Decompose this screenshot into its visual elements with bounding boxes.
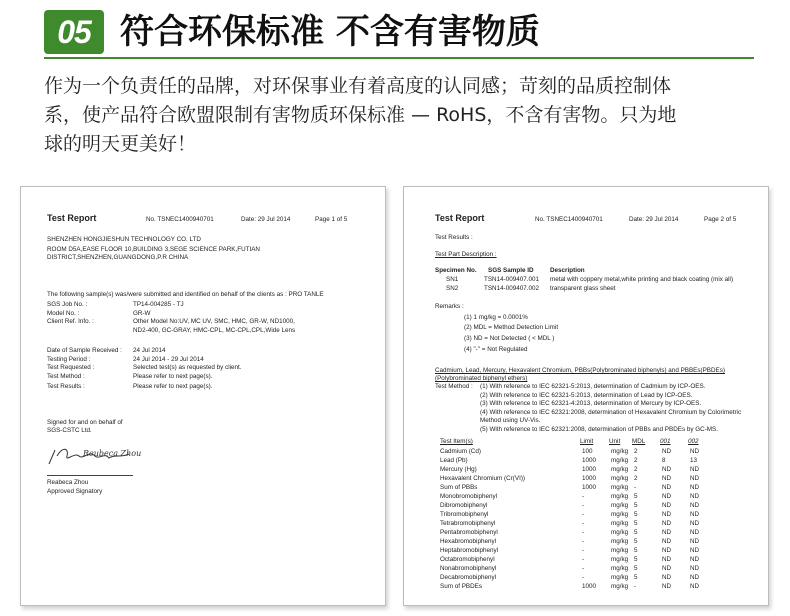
- table-row-label: Sum of PBBs: [440, 484, 478, 491]
- table-cell: mg/kg: [611, 574, 629, 581]
- table-cell: ND: [662, 475, 672, 482]
- signature-line: [47, 475, 133, 476]
- signer-name: Reabeca Zhou: [47, 479, 89, 486]
- table-cell: ND: [662, 574, 672, 581]
- table-cell: -: [582, 574, 585, 581]
- table-row-label: Octabromobiphenyl: [440, 556, 495, 563]
- remark: (3) ND = Not Detected ( < MDL ): [464, 335, 555, 342]
- spec-header: Specimen No.: [435, 267, 477, 274]
- test-results-label: Test Results :: [435, 234, 473, 241]
- table-cell: ND: [662, 466, 672, 473]
- table-cell: ND: [662, 556, 672, 563]
- table-cell: ND: [662, 511, 672, 518]
- spec-header: Description: [550, 267, 585, 274]
- part-description-label: Test Part Description :: [435, 251, 497, 258]
- header-divider: [44, 57, 754, 59]
- table-cell: mg/kg: [611, 457, 629, 464]
- section-number: 05: [57, 13, 91, 50]
- remark: (2) MDL = Method Detection Limit: [464, 324, 559, 331]
- address-line: ROOM D5A,EASE FLOOR 10,BUILDING 3,SEGE SCIENCE PARK,FUTIAN: [47, 246, 260, 253]
- method-line: (4) With reference to IEC 62321:2008, determination of Hexavalent Chromium by Colorimetric: [480, 409, 742, 416]
- spec-cell: metal with coppery metal,white printing and black coating (mix all): [550, 276, 734, 283]
- table-cell: 5: [634, 565, 638, 572]
- table-cell: ND: [662, 583, 672, 590]
- table-row-label: Mercury (Hg): [440, 466, 477, 473]
- table-cell: -: [582, 529, 585, 536]
- field-label: Test Results :: [47, 383, 85, 390]
- field-label: Client Ref. Info. :: [47, 318, 94, 325]
- table-cell: ND: [662, 502, 672, 509]
- table-cell: mg/kg: [611, 547, 629, 554]
- field-value: Please refer to next page(s).: [133, 383, 213, 390]
- field-label: Test Requested :: [47, 364, 95, 371]
- signature-text: Reubeca Zhou: [83, 449, 142, 458]
- table-cell: 2: [634, 448, 638, 455]
- table-cell: ND: [690, 448, 700, 455]
- table-cell: 1000: [582, 457, 597, 464]
- method-label: Test Method :: [435, 383, 473, 390]
- table-cell: -: [582, 547, 585, 554]
- table-row-label: Cadmium (Cd): [440, 448, 481, 455]
- table-cell: 2: [634, 457, 638, 464]
- field-label: Date of Sample Received :: [47, 347, 122, 354]
- table-cell: ND: [690, 484, 700, 491]
- table-cell: 8: [662, 457, 666, 464]
- field-value: TP14-004285 - TJ: [133, 301, 184, 308]
- table-cell: ND: [662, 493, 672, 500]
- sample-intro: The following sample(s) was/were submitted and identified on behalf of the clients as : PRO TANLE: [47, 291, 324, 298]
- table-header-cell: Test Item(s): [440, 438, 473, 445]
- report-number: No. TSNEC1400940701: [535, 216, 603, 223]
- table-cell: ND: [690, 574, 700, 581]
- table-cell: mg/kg: [611, 511, 629, 518]
- table-cell: mg/kg: [611, 493, 629, 500]
- table-cell: ND: [662, 538, 672, 545]
- table-cell: ND: [662, 547, 672, 554]
- remark: (1) 1 mg/kg = 0.0001%: [464, 314, 528, 321]
- table-cell: 5: [634, 538, 638, 545]
- method-line: (5) With reference to IEC 62321:2008, determination of PBBs and PBDEs by GC-MS.: [480, 426, 718, 433]
- table-cell: ND: [690, 556, 700, 563]
- table-cell: ND: [662, 529, 672, 536]
- table-cell: -: [582, 538, 585, 545]
- field-label: Test Method :: [47, 373, 85, 380]
- table-cell: mg/kg: [611, 466, 629, 473]
- table-header-cell: Limit: [580, 438, 594, 445]
- table-row-label: Monobromobiphenyl: [440, 493, 498, 500]
- table-header-cell: MDL: [632, 438, 646, 445]
- intro-line: 作为一个负责任的品牌，对环保事业有着高度的认同感；苛刻的品质控制体: [44, 75, 672, 97]
- table-cell: mg/kg: [611, 484, 629, 491]
- table-cell: 5: [634, 556, 638, 563]
- spec-cell: TSN14-009407.001: [484, 276, 539, 283]
- field-label: Testing Period :: [47, 356, 91, 363]
- intro-paragraph: [44, 72, 756, 159]
- report-date: Date: 29 Jul 2014: [629, 216, 679, 223]
- table-cell: mg/kg: [611, 475, 629, 482]
- table-cell: mg/kg: [611, 556, 629, 563]
- table-cell: 5: [634, 511, 638, 518]
- spec-cell: TSN14-009407.002: [484, 285, 539, 292]
- test-report-page-2: [403, 186, 769, 606]
- table-cell: -: [582, 556, 585, 563]
- table-row-label: Dibromobiphenyl: [440, 502, 488, 509]
- table-cell: -: [582, 520, 585, 527]
- table-cell: mg/kg: [611, 502, 629, 509]
- signer-title: Approved Signatory: [47, 488, 103, 495]
- table-row-label: Pentabromobiphenyl: [440, 529, 498, 536]
- table-row-label: Tetrabromobiphenyl: [440, 520, 496, 527]
- table-cell: mg/kg: [611, 583, 629, 590]
- table-cell: ND: [690, 547, 700, 554]
- spec-cell: transparent glass sheet: [550, 285, 616, 292]
- table-cell: ND: [690, 511, 700, 518]
- table-cell: -: [634, 583, 637, 590]
- table-cell: ND: [662, 565, 672, 572]
- table-row-label: Lead (Pb): [440, 457, 468, 464]
- field-value: ND2-400, GC-GRAY, HMC-CPL, MC-CPL,CPL,Wide Lens: [133, 327, 296, 334]
- table-cell: mg/kg: [611, 538, 629, 545]
- table-row-label: Hexabromobiphenyl: [440, 538, 497, 545]
- report-title: Test Report: [435, 213, 485, 223]
- field-value: 24 Jul 2014: [133, 347, 166, 354]
- table-cell: 5: [634, 574, 638, 581]
- table-row-label: Decabromobiphenyl: [440, 574, 497, 581]
- address-line: SHENZHEN HONGJIESHUN TECHNOLOGY CO. LTD: [47, 236, 201, 243]
- table-cell: ND: [690, 493, 700, 500]
- table-cell: 5: [634, 547, 638, 554]
- table-row-label: Nonabromobiphenyl: [440, 565, 497, 572]
- report-title: Test Report: [47, 213, 97, 223]
- table-cell: 1000: [582, 466, 597, 473]
- address-line: DISTRICT,SHENZHEN,GUANGDONG,P.R CHINA: [47, 254, 189, 261]
- table-cell: 5: [634, 529, 638, 536]
- table-cell: mg/kg: [611, 520, 629, 527]
- method-line: (1) With reference to IEC 62321-5:2013, determination of Cadmium by ICP-OES.: [480, 383, 706, 390]
- section-title: (Polybrominated biphenyl ethers): [435, 375, 528, 382]
- table-cell: ND: [690, 466, 700, 473]
- table-cell: -: [582, 511, 585, 518]
- table-cell: -: [582, 565, 585, 572]
- method-line: Method using UV-Vis.: [480, 417, 541, 424]
- table-cell: 100: [582, 448, 593, 455]
- table-cell: -: [582, 493, 585, 500]
- signed-line: Signed for and on behalf of: [47, 419, 123, 426]
- section-title: Cadmium, Lead, Mercury, Hexavalent Chromium, PBBs(Polybrominated biphenyls) and PBBEs(PBDEs): [435, 367, 726, 374]
- table-cell: 2: [634, 475, 638, 482]
- remarks-label: Remarks :: [435, 303, 464, 310]
- section-number-badge: [44, 10, 104, 54]
- field-value: 24 Jul 2014 - 29 Jul 2014: [133, 356, 204, 363]
- table-cell: 5: [634, 502, 638, 509]
- report-page: Page 2 of 5: [704, 216, 737, 223]
- report-date: Date: 29 Jul 2014: [241, 216, 291, 223]
- table-cell: 13: [690, 457, 698, 464]
- remark: (4) "-" = Not Regulated: [464, 346, 528, 353]
- table-row-label: Heptabromobiphenyl: [440, 547, 499, 554]
- intro-line: 球的明天更美好！: [44, 133, 197, 155]
- table-cell: 1000: [582, 583, 597, 590]
- table-cell: ND: [690, 538, 700, 545]
- table-cell: 1000: [582, 475, 597, 482]
- table-header-cell: 001: [660, 438, 671, 445]
- table-cell: ND: [662, 484, 672, 491]
- table-cell: ND: [690, 475, 700, 482]
- table-cell: 5: [634, 493, 638, 500]
- section-title: 符合环保标准 不含有害物质: [120, 12, 540, 52]
- field-value: Please refer to next page(s).: [133, 373, 213, 380]
- field-value: Selected test(s) as requested by client.: [133, 364, 242, 371]
- table-cell: 5: [634, 520, 638, 527]
- field-value: Other Model No:UV, MC UV, SMC, HMC, GR-W, ND1000,: [133, 318, 295, 325]
- table-cell: ND: [690, 502, 700, 509]
- table-cell: 1000: [582, 484, 597, 491]
- report-page: Page 1 of 5: [315, 216, 348, 223]
- field-value: GR-W: [133, 310, 151, 317]
- table-cell: ND: [690, 583, 700, 590]
- signed-line: SGS-CSTC Ltd.: [47, 427, 92, 434]
- table-cell: ND: [690, 565, 700, 572]
- table-cell: ND: [662, 448, 672, 455]
- table-cell: 2: [634, 466, 638, 473]
- method-line: (3) With reference to IEC 62321-4:2013, determination of Mercury by ICP-OES.: [480, 400, 702, 407]
- table-cell: mg/kg: [611, 565, 629, 572]
- signature-image: [45, 442, 142, 468]
- spec-cell: SN1: [446, 276, 459, 283]
- spec-cell: SN2: [446, 285, 459, 292]
- section-header: [44, 6, 754, 56]
- table-row-label: Tribromobiphenyl: [440, 511, 489, 518]
- intro-line: 系，使产品符合欧盟限制有害物质环保标准 — RoHS，不含有害物。只为地: [44, 104, 677, 126]
- report-number: No. TSNEC1400940701: [146, 216, 214, 223]
- table-row-label: Sum of PBDEs: [440, 583, 482, 590]
- table-cell: -: [634, 484, 637, 491]
- field-label: Model No. :: [47, 310, 80, 317]
- test-report-page-1: [20, 186, 386, 606]
- table-cell: ND: [662, 520, 672, 527]
- table-cell: ND: [690, 529, 700, 536]
- table-cell: mg/kg: [611, 448, 629, 455]
- table-cell: mg/kg: [611, 529, 629, 536]
- table-row-label: Hexavalent Chromium (Cr(VI)): [440, 475, 526, 482]
- table-cell: ND: [690, 520, 700, 527]
- table-header-cell: 002: [688, 438, 699, 445]
- method-line: (2) With reference to IEC 62321-5:2013, determination of Lead by ICP-OES.: [480, 392, 693, 399]
- spec-header: SGS Sample ID: [488, 267, 534, 274]
- table-header-cell: Unit: [609, 438, 621, 445]
- table-cell: -: [582, 502, 585, 509]
- field-label: SGS Job No. :: [47, 301, 88, 308]
